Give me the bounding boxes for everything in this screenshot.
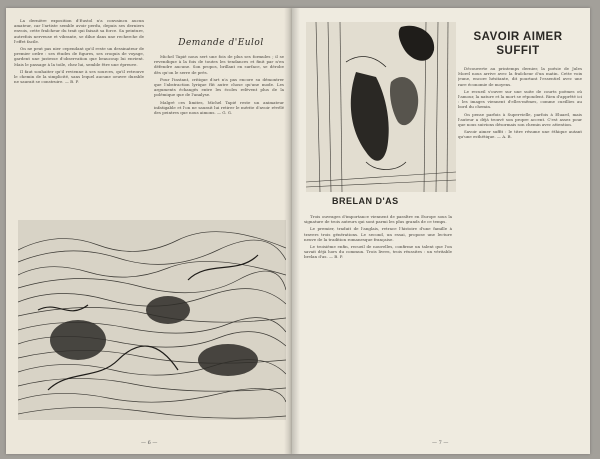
bottom-left-column [304,214,452,428]
page-number: — 7 — [432,440,449,446]
paragraph: Malgré ces limites, Michel Tapié reste un animateur infatigable et l'on ne saurait lui retirer le mérite d'avoir révélé des peintres que nous aimons. — G. G. [154,99,284,116]
paragraph: Michel Tapié nous sert une fois de plus ses formules ; il se revendique à la fois de toutes les tendances et finit par n'en défendre aucune. Son propos, brillant en surface, se dérobe dès qu'on le serre de près. [154,54,284,75]
right-page-title: SAVOIR AIMER SUFFIT [473,31,563,57]
paragraph: On pense parfois à Supervielle, parfois à Eluard, mais l'auteur a déjà trouvé son propre accent. C'est assez pour que nous suivions désormais son chemin avec attention. [458,111,582,128]
engraving-illustration [18,220,286,420]
left-column-2 [154,54,284,210]
paragraph: Découverte au printemps dernier, la poésie de Jules Morel nous arrive avec la fraîcheur d'un matin. Cette voix jeune, encore hésitante, dit pourtant l'essentiel avec une rare économie de moyens. [458,66,582,87]
paragraph: Le recueil s'ouvre sur une suite de courts poèmes où l'amour, la nature et la mort se répondent. Rien d'apprêté ici : les images viennent d'elles-mêmes, comme cueillies au bord du chemin. [458,88,582,110]
page-number: — 6 — [141,440,158,446]
paragraph: Savoir aimer suffit : le titre résume une éthique autant qu'une esthétique. — A. B. [458,129,582,140]
paragraph: On ne peut pas nier cependant qu'il reste un dessinateur de premier ordre : ses études de figures, ses croquis de voyage, gardent une justesse d'observation que beaucoup lui envient. Mais le passage à la toile, chez lui, semble être une épreuve. [14,46,144,67]
left-page [6,8,292,454]
left-page-title: Demande d'Eulol [178,38,264,48]
paragraph: Le troisième enfin, recueil de nouvelles, confirme un talent que l'on savait déjà hors du commun. Trois livres, trois réussites : un véritable brelan d'as. — B. P. [304,244,452,260]
paragraph: Pour l'instant, critique d'art n'a pas encore su démontrer que l'abstraction lyrique fût autre chose qu'une mode. Les arguments échangés entre les écoles relèvent plus de la polémique que de l'analyse. [154,76,284,98]
right-column [458,66,582,436]
left-column-1 [14,18,144,208]
paragraph: Trois ouvrages d'importance viennent de paraître en Europe sous la signature de trois auteurs qui sont parmi les plus grands de ce temps. [304,214,452,225]
section-heading: BRELAN D'AS [332,196,399,206]
right-page [292,8,590,454]
abstract-illustration [306,22,456,192]
paragraph: Il faut souhaiter qu'il revienne à ses sources, qu'il retrouve le chemin de la simplicité, sans lequel aucune oeuvre durable ne saurait se construire. — B. P. [14,68,144,85]
paragraph: La dernière exposition d'Eustol n'a convaincu aucun amateur, car l'artiste semble avoir perdu, depuis ses derniers envois, cette fraîcheur du trait qui faisait sa force. Sa peinture, autrefois nerveuse et vibrante, se dilue dans une recherche de l'effet facile. [14,18,144,44]
paragraph: Le premier, traduit de l'anglais, retrace l'histoire d'une famille à travers trois générations. Le second, un essai, propose une lecture neuve de la tradition romanesque française. [304,226,452,242]
